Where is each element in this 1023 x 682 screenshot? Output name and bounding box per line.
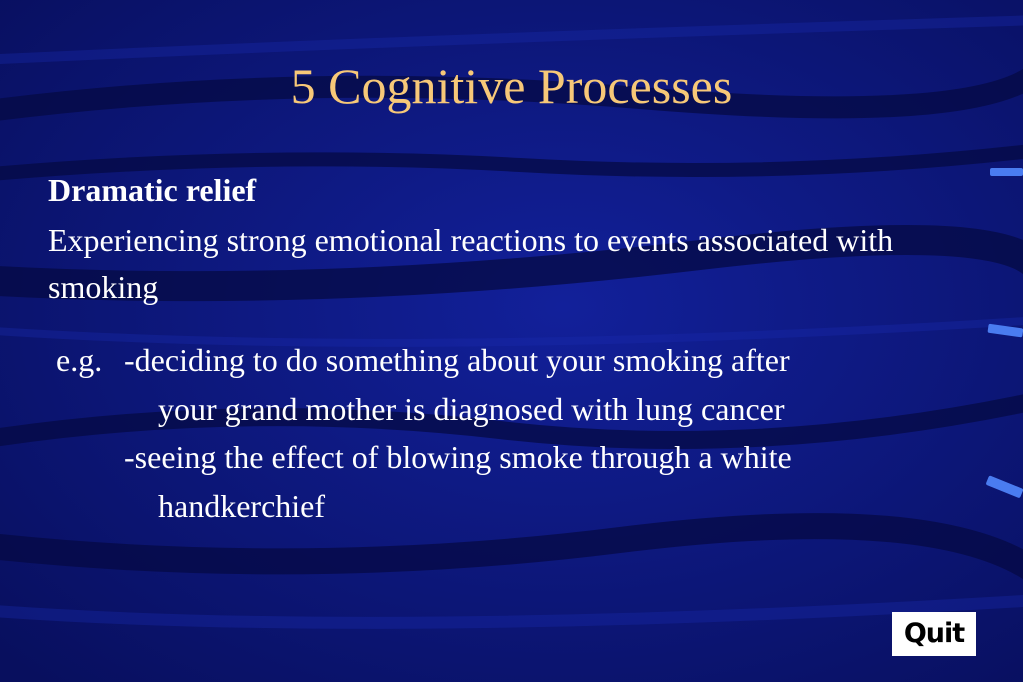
example-1-line-2: your grand mother is diagnosed with lung cancer [158, 391, 785, 427]
example-label: e.g. [56, 342, 103, 378]
quit-logo [892, 612, 976, 656]
example-2-line-1: -seeing the effect of blowing smoke through a white [124, 439, 792, 475]
example-2-line-2: handkerchief [158, 488, 326, 524]
slide-title: 5 Cognitive Processes [290, 58, 733, 114]
logo-text: Quit [903, 618, 965, 649]
section-heading: Dramatic relief [48, 172, 257, 208]
definition-text: Experiencing strong emotional reactions to events associated with smoking [48, 222, 894, 305]
example-1-line-1: -deciding to do something about your smoking after [124, 342, 790, 378]
